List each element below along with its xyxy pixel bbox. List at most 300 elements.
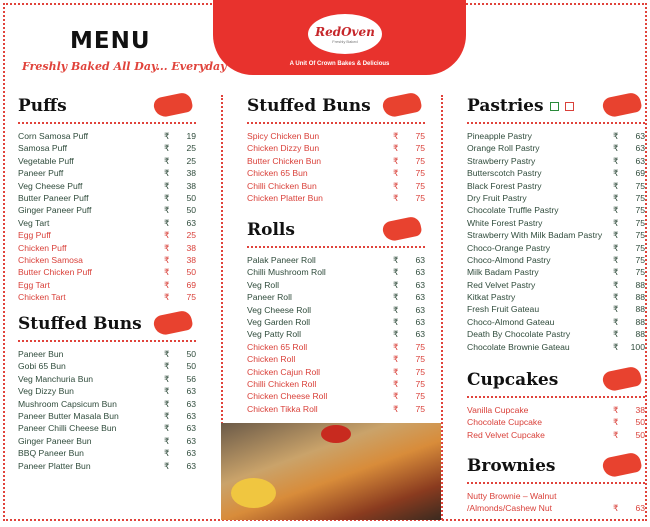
- cake-slice-icon: [601, 91, 642, 118]
- section-title-text: Cupcakes: [467, 370, 559, 390]
- dotted-rule: [467, 482, 645, 484]
- rupee-symbol: ₹: [613, 341, 619, 352]
- rupee-symbol: ₹: [393, 403, 399, 414]
- item-price: 50: [186, 361, 196, 372]
- unit-text: A Unit Of Crown Bakes & Delicious: [289, 61, 390, 67]
- menu-item: [247, 180, 425, 192]
- nonveg-badge-icon: [565, 102, 574, 111]
- item-name: Veg Cheese Roll: [247, 304, 312, 315]
- section-title-text: Pastries: [467, 96, 544, 116]
- rupee-symbol: ₹: [164, 423, 170, 434]
- item-name: Veg Patty Roll: [247, 329, 301, 340]
- item-name: Ginger Paneer Puff: [18, 205, 92, 216]
- rupee-symbol: ₹: [613, 168, 619, 179]
- item-price: 50: [635, 429, 645, 440]
- item-price: 75: [415, 354, 425, 365]
- section-cupcakes: [467, 367, 645, 441]
- item-price: 75: [415, 143, 425, 154]
- item-name: Chicken Tikka Roll: [247, 403, 318, 414]
- rupee-symbol: ₹: [164, 398, 170, 409]
- rupee-symbol: ₹: [393, 378, 399, 389]
- rupee-symbol: ₹: [613, 230, 619, 241]
- section-title: [467, 93, 645, 119]
- item-name: Red Velvet Pastry: [467, 279, 536, 290]
- menu-item: [467, 328, 645, 340]
- menu-item: [18, 398, 196, 410]
- menu-item: [467, 254, 645, 266]
- roll-icon: [381, 215, 422, 242]
- section-title-text: Stuffed Buns: [18, 314, 142, 334]
- item-price: 63: [635, 143, 645, 154]
- rupee-symbol: ₹: [164, 435, 170, 446]
- menu-item: [18, 435, 196, 447]
- item-price: 75: [415, 180, 425, 191]
- menu-item: [18, 254, 196, 266]
- item-name: Kitkat Pastry: [467, 292, 516, 303]
- rupee-symbol: ₹: [613, 131, 619, 141]
- item-price: 75: [415, 391, 425, 402]
- menu-item: [467, 416, 645, 428]
- dotted-rule: [467, 122, 645, 124]
- item-name: Paneer Platter Bun: [18, 460, 91, 471]
- item-price: 63: [186, 423, 196, 434]
- menu-item: [467, 266, 645, 278]
- item-price: 38: [635, 405, 645, 415]
- food-photo: [221, 423, 441, 520]
- rupee-symbol: ₹: [164, 155, 170, 166]
- item-price: 25: [186, 155, 196, 166]
- section-title-text: Rolls: [247, 220, 295, 240]
- menu-item: [247, 353, 425, 365]
- section-stuffed-buns-nonveg: [247, 93, 425, 204]
- rupee-symbol: ₹: [164, 386, 170, 397]
- item-price: 63: [415, 316, 425, 327]
- menu-item: [18, 180, 196, 192]
- menu-item: [18, 279, 196, 291]
- rupee-symbol: ₹: [164, 410, 170, 421]
- rupee-symbol: ₹: [164, 349, 170, 359]
- menu-item: [247, 192, 425, 204]
- item-price: 63: [635, 131, 645, 141]
- item-price: 75: [415, 378, 425, 389]
- dotted-rule: [18, 340, 196, 342]
- item-price: 75: [635, 242, 645, 253]
- section-title: [18, 93, 196, 119]
- item-price: 63: [415, 255, 425, 265]
- item-name: Chicken Roll: [247, 354, 296, 365]
- dotted-rule: [467, 396, 645, 398]
- menu-item: [247, 279, 425, 291]
- item-price: 56: [186, 373, 196, 384]
- menu-item: [467, 502, 645, 514]
- item-name: Chicken Platter Bun: [247, 192, 323, 203]
- menu-item: [18, 373, 196, 385]
- item-price: 38: [186, 180, 196, 191]
- rupee-symbol: ₹: [164, 230, 170, 241]
- item-name: Chicken 65 Roll: [247, 341, 308, 352]
- section-rolls: [247, 217, 425, 415]
- item-name: Veg Dizzy Bun: [18, 386, 74, 397]
- section-title: [18, 311, 196, 337]
- menu-item: [247, 254, 425, 266]
- item-price: 69: [186, 279, 196, 290]
- item-price: 75: [635, 267, 645, 278]
- item-name: Butterscotch Pastry: [467, 168, 542, 179]
- item-price: 63: [186, 398, 196, 409]
- section-title: [247, 93, 425, 119]
- rupee-symbol: ₹: [393, 279, 399, 290]
- rupee-symbol: ₹: [164, 143, 170, 154]
- item-price: 75: [415, 192, 425, 203]
- dotted-rule: [247, 246, 425, 248]
- rupee-symbol: ₹: [164, 217, 170, 228]
- item-name: Red Velvet Cupcake: [467, 429, 545, 440]
- rupee-symbol: ₹: [613, 405, 619, 415]
- rupee-symbol: ₹: [613, 205, 619, 216]
- brand-tag: Freshly Baked: [332, 38, 358, 44]
- menu-item: [247, 142, 425, 154]
- tagline: Freshly Baked All Day... Everyday: [22, 60, 227, 73]
- rupee-symbol: ₹: [393, 192, 399, 203]
- rupee-symbol: ₹: [164, 373, 170, 384]
- menu-item: [18, 360, 196, 372]
- menu-item: [467, 490, 645, 502]
- item-price: 50: [635, 417, 645, 428]
- rupee-symbol: ₹: [613, 180, 619, 191]
- brand-name: RedOven: [315, 24, 375, 39]
- item-name: Corn Samosa Puff: [18, 131, 89, 141]
- item-price: 75: [635, 230, 645, 241]
- item-price: 25: [186, 143, 196, 154]
- item-name: Strawberry With Milk Badam Pastry: [467, 230, 603, 241]
- item-name: Chilli Chicken Bun: [247, 180, 317, 191]
- menu-item: [18, 130, 196, 142]
- menu-item: [467, 180, 645, 192]
- item-name: Paneer Chilli Cheese Bun: [18, 423, 117, 434]
- rupee-symbol: ₹: [393, 168, 399, 179]
- dotted-rule: [247, 122, 425, 124]
- menu-item: [467, 341, 645, 353]
- item-name: Choco-Orange Pastry: [467, 242, 551, 253]
- item-name: Strawberry Pastry: [467, 155, 536, 166]
- item-price: 63: [415, 292, 425, 303]
- item-price: 63: [635, 503, 645, 514]
- rupee-symbol: ₹: [613, 279, 619, 290]
- item-price: 63: [415, 329, 425, 340]
- rupee-symbol: ₹: [613, 503, 619, 514]
- item-name: Chicken Dizzy Bun: [247, 143, 320, 154]
- rupee-symbol: ₹: [393, 341, 399, 352]
- rupee-symbol: ₹: [164, 131, 170, 141]
- rupee-symbol: ₹: [393, 180, 399, 191]
- item-name: Egg Tart: [18, 279, 50, 290]
- menu-item: [18, 291, 196, 303]
- menu-item: [18, 167, 196, 179]
- menu-item: [18, 460, 196, 472]
- menu-item: [18, 155, 196, 167]
- item-price: 63: [186, 448, 196, 459]
- item-price: 38: [186, 168, 196, 179]
- rupee-symbol: ₹: [164, 254, 170, 265]
- item-name: Butter Chicken Bun: [247, 155, 322, 166]
- section-puffs: [18, 93, 196, 303]
- menu-item: [18, 242, 196, 254]
- rupee-symbol: ₹: [393, 366, 399, 377]
- item-name: Chicken Cheese Roll: [247, 391, 328, 402]
- item-name: Veg Roll: [247, 279, 280, 290]
- rupee-symbol: ₹: [164, 279, 170, 290]
- rupee-symbol: ₹: [164, 361, 170, 372]
- menu-item: [18, 229, 196, 241]
- item-price: 38: [186, 242, 196, 253]
- menu-item: [247, 378, 425, 390]
- rupee-symbol: ₹: [613, 329, 619, 340]
- item-name: Veg Manchuria Bun: [18, 373, 94, 384]
- item-name: Paneer Butter Masala Bun: [18, 410, 119, 421]
- bun-icon: [381, 91, 422, 118]
- item-price: 25: [186, 230, 196, 241]
- menu-item: [467, 429, 645, 441]
- menu-item: [18, 266, 196, 278]
- item-price: 63: [415, 279, 425, 290]
- menu-item: [467, 242, 645, 254]
- item-name: Egg Puff: [18, 230, 51, 241]
- item-price: 75: [186, 292, 196, 303]
- menu-item: [18, 204, 196, 216]
- item-name: Choco-Almond Pastry: [467, 254, 551, 265]
- item-name: Samosa Puff: [18, 143, 68, 154]
- menu-item: [247, 341, 425, 353]
- item-price: 88: [635, 292, 645, 303]
- menu-item: [467, 155, 645, 167]
- rupee-symbol: ₹: [164, 448, 170, 459]
- item-price: 75: [635, 180, 645, 191]
- item-price: [627, 490, 645, 502]
- item-price: 88: [635, 304, 645, 315]
- rupee-symbol: ₹: [393, 255, 399, 265]
- section-brownies: [467, 453, 645, 515]
- menu-item: [247, 390, 425, 402]
- menu-item: [467, 192, 645, 204]
- rupee-symbol: ₹: [613, 267, 619, 278]
- item-price: 63: [635, 155, 645, 166]
- menu-item: [467, 229, 645, 241]
- menu-item: [467, 217, 645, 229]
- section-title: [467, 367, 645, 393]
- item-name: Chilli Chicken Roll: [247, 378, 317, 389]
- item-price: 63: [415, 267, 425, 278]
- item-price: 19: [186, 131, 196, 141]
- item-name: Milk Badam Pastry: [467, 267, 539, 278]
- item-name: Butter Paneer Puff: [18, 192, 89, 203]
- item-name: Gobi 65 Bun: [18, 361, 66, 372]
- item-price: 50: [186, 192, 196, 203]
- column-divider: [441, 95, 443, 520]
- menu-item: [18, 192, 196, 204]
- item-name: Pineapple Pastry: [467, 131, 532, 141]
- item-name: Paneer Roll: [247, 292, 292, 303]
- section-title: [247, 217, 425, 243]
- item-price: 75: [635, 217, 645, 228]
- item-price: 63: [186, 217, 196, 228]
- bun-icon: [152, 309, 193, 336]
- rupee-symbol: ₹: [613, 242, 619, 253]
- rupee-symbol: ₹: [393, 143, 399, 154]
- menu-item: [18, 447, 196, 459]
- rupee-symbol: ₹: [393, 304, 399, 315]
- menu-item: [247, 366, 425, 378]
- item-name: Fresh Fruit Gateau: [467, 304, 540, 315]
- item-name: Chicken Cajun Roll: [247, 366, 321, 377]
- cupcake-icon: [601, 365, 642, 392]
- rupee-symbol: ₹: [393, 329, 399, 340]
- menu-item: [247, 316, 425, 328]
- dotted-rule: [18, 122, 196, 124]
- item-name: Black Forest Pastry: [467, 180, 542, 191]
- item-price: 38: [186, 254, 196, 265]
- menu-item: [467, 130, 645, 142]
- section-stuffed-buns-veg: [18, 311, 196, 472]
- item-price: 75: [415, 155, 425, 166]
- item-name: Dry Fruit Pastry: [467, 192, 527, 203]
- rupee-symbol: ₹: [613, 292, 619, 303]
- item-price: 75: [415, 366, 425, 377]
- item-name: Chicken Tart: [18, 292, 66, 303]
- item-name: Chilli Mushroom Roll: [247, 267, 326, 278]
- rupee-symbol: ₹: [613, 143, 619, 154]
- item-name: Butter Chicken Puff: [18, 267, 92, 278]
- item-name: Chocolate Brownie Gateau: [467, 341, 570, 352]
- rupee-symbol: ₹: [613, 192, 619, 203]
- rupee-symbol: ₹: [164, 192, 170, 203]
- menu-item: [18, 142, 196, 154]
- item-name: Chicken 65 Bun: [247, 168, 308, 179]
- rupee-symbol: ₹: [393, 391, 399, 402]
- menu-item: [467, 404, 645, 416]
- rupee-symbol: ₹: [164, 267, 170, 278]
- item-name: Vanilla Cupcake: [467, 405, 529, 415]
- item-price: 100: [630, 341, 645, 352]
- item-price: 75: [635, 192, 645, 203]
- header-banner: [213, 0, 466, 75]
- rupee-symbol: ₹: [164, 292, 170, 303]
- item-price: 75: [415, 131, 425, 141]
- item-price: 75: [415, 403, 425, 414]
- item-name: Mushroom Capsicum Bun: [18, 398, 117, 409]
- item-name: BBQ Paneer Bun: [18, 448, 84, 459]
- menu-item: [467, 167, 645, 179]
- item-name: White Forest Pastry: [467, 217, 543, 228]
- menu-item: [18, 217, 196, 229]
- rupee-symbol: ₹: [393, 316, 399, 327]
- menu-item: [247, 167, 425, 179]
- item-price: 63: [186, 386, 196, 397]
- item-price: 50: [186, 267, 196, 278]
- menu-item: [247, 291, 425, 303]
- item-price: 63: [186, 435, 196, 446]
- menu-item: [247, 328, 425, 340]
- menu-item: [18, 410, 196, 422]
- item-price: 88: [635, 329, 645, 340]
- menu-item: [18, 385, 196, 397]
- menu-item: [247, 403, 425, 415]
- menu-title: MENU: [70, 28, 151, 54]
- item-name: Death By Chocolate Pastry: [467, 329, 571, 340]
- item-name: Veg Cheese Puff: [18, 180, 83, 191]
- menu-item: [247, 130, 425, 142]
- menu-item: [467, 142, 645, 154]
- brownie-icon: [601, 451, 642, 478]
- rupee-symbol: ₹: [164, 460, 170, 471]
- rupee-symbol: ₹: [164, 205, 170, 216]
- item-name: Chocolate Truffle Pastry: [467, 205, 559, 216]
- item-name: Choco-Almond Gateau: [467, 316, 555, 327]
- item-price: 63: [415, 304, 425, 315]
- item-name: Vegetable Puff: [18, 155, 74, 166]
- rupee-symbol: ₹: [164, 242, 170, 253]
- item-name: Paneer Bun: [18, 349, 64, 359]
- menu-item: [247, 304, 425, 316]
- menu-item: [18, 348, 196, 360]
- section-title: [467, 453, 645, 479]
- item-name: Veg Tart: [18, 217, 50, 228]
- item-price: 50: [186, 349, 196, 359]
- rupee-symbol: ₹: [613, 155, 619, 166]
- menu-item: [247, 155, 425, 167]
- rupee-symbol: ₹: [393, 155, 399, 166]
- section-title-text: Stuffed Buns: [247, 96, 371, 116]
- item-price: 75: [415, 341, 425, 352]
- item-name: Paneer Puff: [18, 168, 64, 179]
- rupee-symbol: ₹: [613, 217, 619, 228]
- rupee-symbol: ₹: [613, 304, 619, 315]
- rupee-symbol: ₹: [393, 354, 399, 365]
- item-price: 75: [415, 168, 425, 179]
- section-pastries: [467, 93, 645, 353]
- menu-item: [467, 291, 645, 303]
- rupee-symbol: ₹: [164, 168, 170, 179]
- item-name: Veg Garden Roll: [247, 316, 311, 327]
- menu-item: [467, 303, 645, 315]
- item-name: Chicken Samosa: [18, 254, 83, 265]
- item-name: Nutty Brownie – Walnut: [467, 491, 557, 501]
- item-price: 75: [635, 254, 645, 265]
- veg-badge-icon: [550, 102, 559, 111]
- item-price: 88: [635, 279, 645, 290]
- section-title-text: Puffs: [18, 96, 67, 116]
- rupee-symbol: ₹: [613, 254, 619, 265]
- rupee-symbol: ₹: [393, 267, 399, 278]
- brand-logo: [308, 14, 382, 54]
- menu-item: [18, 422, 196, 434]
- item-price: 75: [635, 205, 645, 216]
- rupee-symbol: ₹: [613, 417, 619, 428]
- item-name: Chocolate Cupcake: [467, 417, 543, 428]
- rupee-symbol: ₹: [393, 292, 399, 303]
- item-name: Orange Roll Pastry: [467, 143, 540, 154]
- item-price: 69: [635, 168, 645, 179]
- item-price: 50: [186, 205, 196, 216]
- item-name: Palak Paneer Roll: [247, 255, 316, 265]
- item-price: 63: [186, 460, 196, 471]
- menu-item: [247, 266, 425, 278]
- rupee-symbol: ₹: [613, 429, 619, 440]
- puff-icon: [152, 91, 193, 118]
- menu-item: [467, 279, 645, 291]
- item-price: 88: [635, 316, 645, 327]
- menu-item: [467, 204, 645, 216]
- section-title-text: Brownies: [467, 456, 556, 476]
